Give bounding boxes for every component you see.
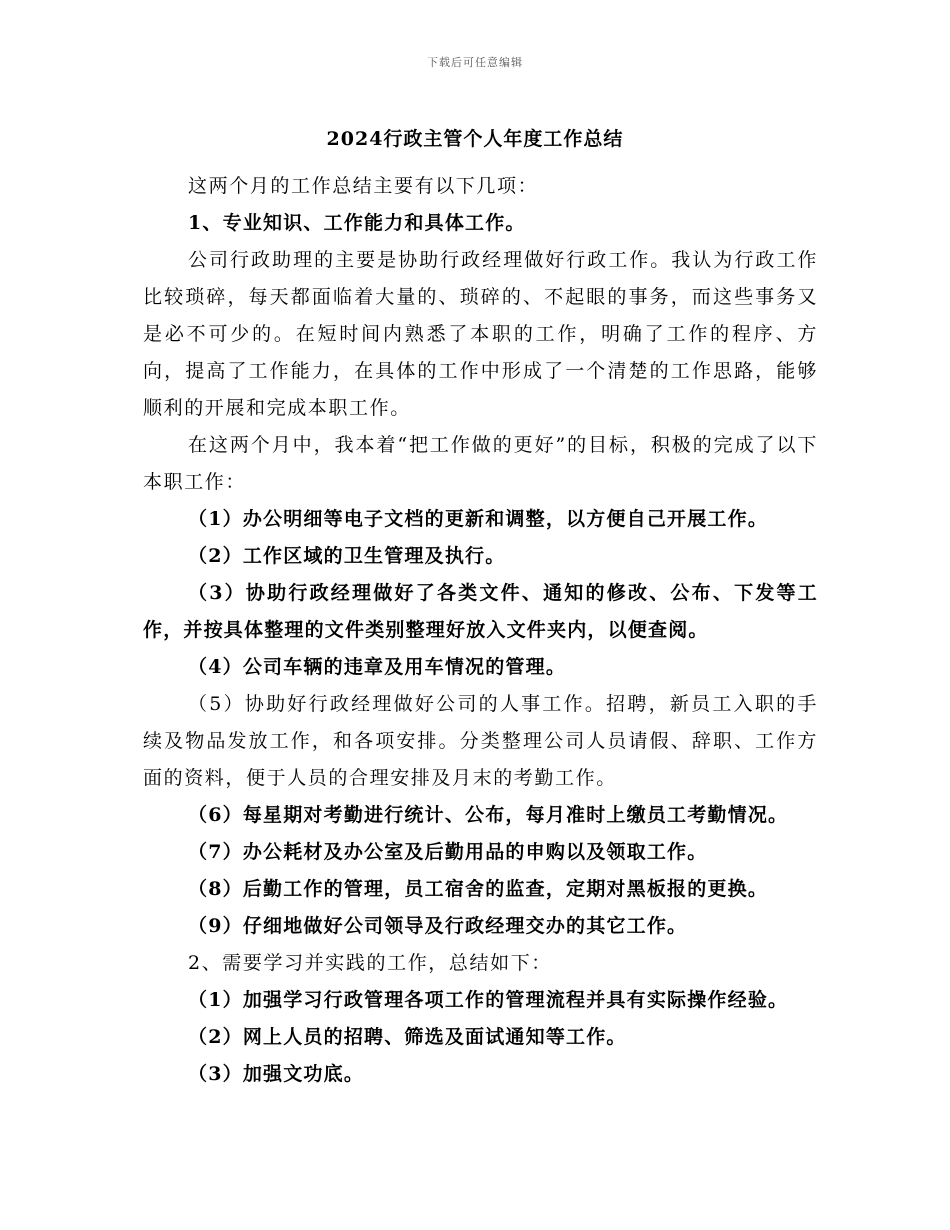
- task-item-8: （8）后勤工作的管理，员工宿舍的监查，定期对黑板报的更换。: [188, 878, 769, 900]
- learning-item-3: （3）加强文功底。: [188, 1063, 365, 1085]
- section-heading-2: 2、需要学习并实践的工作，总结如下：: [188, 952, 552, 974]
- document-title: 2024行政主管个人年度工作总结: [326, 128, 624, 150]
- task-item-9: （9）仔细地做好公司领导及行政经理交办的其它工作。: [188, 915, 688, 937]
- paragraph-role: 公司行政助理的主要是协助行政经理做好行政工作。我认为行政工作比较琐碎，每天都面临着大量的、琐碎的、不起眼的事务，而这些事务又是必不可少的。在短时间内熟悉了本职的工作，明确了工作的程序、方向，提高了工作能力，在具体的工作中形成了一个清楚的工作思路，能够顺利的开展和完成本职工作。: [143, 249, 818, 419]
- paragraph-intro: 这两个月的工作总结主要有以下几项：: [188, 175, 539, 197]
- section-heading-1: 1、专业知识、工作能力和具体工作。: [188, 212, 526, 234]
- learning-item-2: （2）网上人员的招聘、筛选及面试通知等工作。: [188, 1026, 627, 1048]
- task-item-7: （7）办公耗材及办公室及后勤用品的申购以及领取工作。: [188, 841, 708, 863]
- task-item-3: （3）协助行政经理做好了各类文件、通知的修改、公布、下发等工作，并按具体整理的文件类别整理好放入文件夹内，以便查阅。: [143, 582, 818, 641]
- paragraph-tasks-intro: 在这两个月中，我本着“把工作做的更好”的目标，积极的完成了以下本职工作：: [143, 434, 818, 493]
- task-item-1: （1）办公明细等电子文档的更新和调整，以方便自己开展工作。: [188, 508, 769, 530]
- learning-item-1: （1）加强学习行政管理各项工作的管理流程并具有实际操作经验。: [188, 989, 789, 1011]
- task-item-4: （4）公司车辆的违章及用车情况的管理。: [188, 656, 567, 678]
- document-body: [143, 168, 818, 1093]
- task-item-6: （6）每星期对考勤进行统计、公布，每月准时上缴员工考勤情况。: [188, 804, 789, 826]
- task-item-2: （2）工作区域的卫生管理及执行。: [188, 545, 506, 567]
- header-note: 下载后可任意编辑: [427, 56, 523, 69]
- task-item-5: （5）协助好行政经理做好公司的人事工作。招聘，新员工入职的手续及物品发放工作，和各项安排。分类整理公司人员请假、辞职、工作方面的资料，便于人员的合理安排及月末的考勤工作。: [143, 693, 818, 789]
